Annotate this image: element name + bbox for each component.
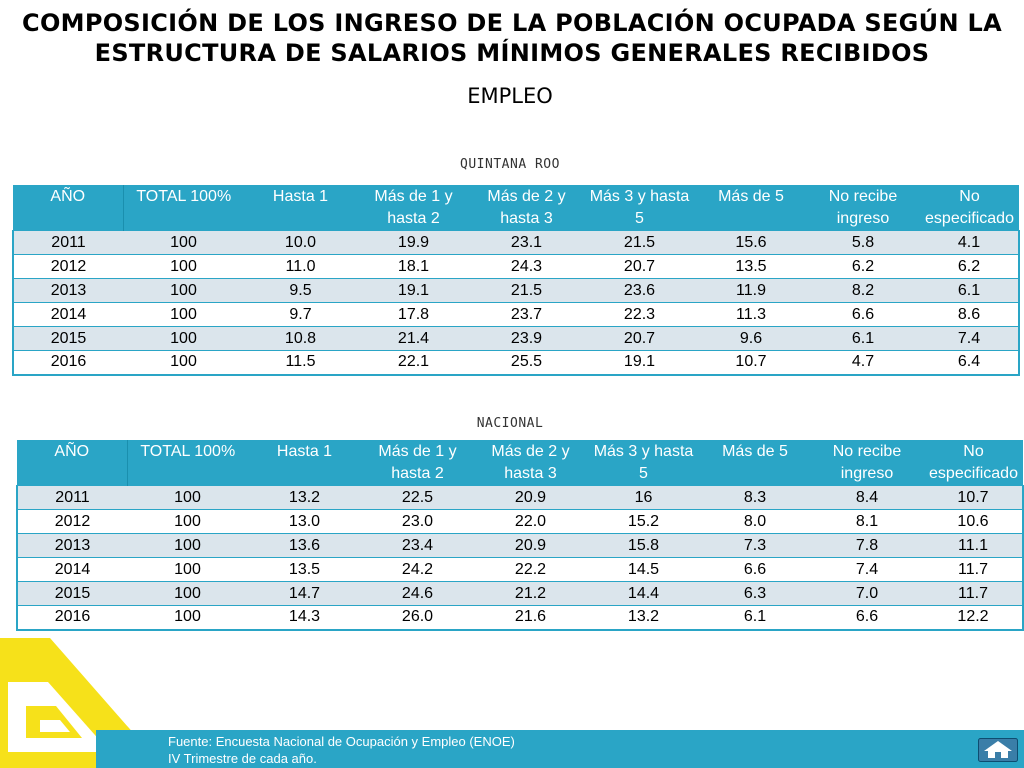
table-caption-nacional: NACIONAL (476, 416, 544, 431)
table-cell: 6.1 (806, 327, 920, 351)
table-cell: 14.7 (248, 582, 361, 606)
table-cell: 4.7 (806, 351, 920, 375)
table-cell: 6.1 (920, 279, 1019, 303)
table-cell: 19.1 (583, 351, 696, 375)
table-cell: 23.0 (361, 510, 474, 534)
table-cell: 13.5 (696, 255, 806, 279)
table-cell: 26.0 (361, 606, 474, 630)
table-cell: 21.5 (470, 279, 583, 303)
table-cell: 9.6 (696, 327, 806, 351)
table-cell: 23.4 (361, 534, 474, 558)
page-subtitle: EMPLEO (467, 84, 553, 108)
table-cell: 22.5 (361, 486, 474, 510)
table-cell: 14.5 (587, 558, 700, 582)
table-quintana-roo (12, 185, 1020, 376)
table-cell: 22.3 (583, 303, 696, 327)
column-header: Más de 2 y hasta 3 (470, 185, 583, 231)
table-cell: 6.1 (700, 606, 810, 630)
table-cell: 13.2 (587, 606, 700, 630)
table-cell: 8.4 (810, 486, 924, 510)
table-cell: 21.2 (474, 582, 587, 606)
table-cell: 100 (127, 558, 248, 582)
page-title (0, 8, 1024, 68)
table-cell: 100 (127, 486, 248, 510)
column-header: Hasta 1 (248, 440, 361, 486)
table-cell: 100 (127, 534, 248, 558)
table-cell: 15.8 (587, 534, 700, 558)
table-cell: 2015 (13, 327, 123, 351)
table-cell: 23.6 (583, 279, 696, 303)
column-header: Más de 2 y hasta 3 (474, 440, 587, 486)
table-cell: 8.1 (810, 510, 924, 534)
table-cell: 2011 (17, 486, 127, 510)
column-header: Más de 1 y hasta 2 (361, 440, 474, 486)
table-cell: 13.6 (248, 534, 361, 558)
table-cell: 11.9 (696, 279, 806, 303)
column-header: Hasta 1 (244, 185, 357, 231)
table-cell: 8.6 (920, 303, 1019, 327)
table-cell: 13.2 (248, 486, 361, 510)
table-cell: 2015 (17, 582, 127, 606)
table-row (13, 327, 1019, 351)
table-cell: 15.2 (587, 510, 700, 534)
column-header: Más 3 y hasta 5 (587, 440, 700, 486)
table-cell: 19.1 (357, 279, 470, 303)
table-cell: 21.6 (474, 606, 587, 630)
table-row (13, 279, 1019, 303)
table-cell: 18.1 (357, 255, 470, 279)
column-header: AÑO (13, 185, 123, 231)
column-header: No especificado (920, 185, 1019, 231)
title-line-2: ESTRUCTURA DE SALARIOS MÍNIMOS GENERALES RECIBIDOS (94, 39, 930, 67)
table-cell: 11.7 (924, 558, 1023, 582)
table-row (13, 231, 1019, 255)
footer-line-2: IV Trimestre de cada año. (168, 751, 317, 766)
table-cell: 11.3 (696, 303, 806, 327)
table-cell: 100 (123, 279, 244, 303)
table-cell: 6.6 (806, 303, 920, 327)
table-cell: 100 (123, 231, 244, 255)
footer-line-1: Fuente: Encuesta Nacional de Ocupación y Empleo (ENOE) (168, 734, 515, 749)
table-cell: 10.6 (924, 510, 1023, 534)
column-header: Más 3 y hasta 5 (583, 185, 696, 231)
table-cell: 9.7 (244, 303, 357, 327)
table-cell: 4.1 (920, 231, 1019, 255)
table-cell: 2013 (17, 534, 127, 558)
table-cell: 8.0 (700, 510, 810, 534)
table-row (17, 582, 1023, 606)
column-header: TOTAL 100% (127, 440, 248, 486)
table-cell: 11.5 (244, 351, 357, 375)
table-cell: 7.4 (810, 558, 924, 582)
table-cell: 11.7 (924, 582, 1023, 606)
table-cell: 7.8 (810, 534, 924, 558)
column-header: Más de 5 (696, 185, 806, 231)
table-cell: 21.5 (583, 231, 696, 255)
table-row (17, 606, 1023, 630)
table-cell: 100 (123, 303, 244, 327)
table-cell: 100 (127, 606, 248, 630)
table-cell: 23.1 (470, 231, 583, 255)
table-row (13, 303, 1019, 327)
table-cell: 22.1 (357, 351, 470, 375)
table-cell: 13.5 (248, 558, 361, 582)
table-cell: 20.9 (474, 486, 587, 510)
table-cell: 22.2 (474, 558, 587, 582)
column-header: No recibe ingreso (806, 185, 920, 231)
table-cell: 22.0 (474, 510, 587, 534)
table-cell: 6.6 (700, 558, 810, 582)
column-header: AÑO (17, 440, 127, 486)
table-cell: 100 (123, 351, 244, 375)
column-header: TOTAL 100% (123, 185, 244, 231)
table-cell: 20.7 (583, 327, 696, 351)
table-cell: 14.3 (248, 606, 361, 630)
table-row (17, 558, 1023, 582)
table-cell: 10.7 (924, 486, 1023, 510)
footer-source (168, 733, 515, 767)
table-cell: 2014 (17, 558, 127, 582)
table-cell: 23.7 (470, 303, 583, 327)
table-cell: 12.2 (924, 606, 1023, 630)
table-cell: 2011 (13, 231, 123, 255)
table-cell: 15.6 (696, 231, 806, 255)
table-cell: 7.4 (920, 327, 1019, 351)
table-cell: 6.2 (806, 255, 920, 279)
table-cell: 7.3 (700, 534, 810, 558)
table-cell: 2012 (17, 510, 127, 534)
table-cell: 10.7 (696, 351, 806, 375)
table-cell: 17.8 (357, 303, 470, 327)
table-cell: 11.0 (244, 255, 357, 279)
table-cell: 21.4 (357, 327, 470, 351)
table-row (17, 486, 1023, 510)
table-cell: 100 (123, 327, 244, 351)
table-cell: 16 (587, 486, 700, 510)
table-cell: 6.4 (920, 351, 1019, 375)
table-cell: 10.0 (244, 231, 357, 255)
table-cell: 6.3 (700, 582, 810, 606)
table-cell: 24.2 (361, 558, 474, 582)
table-cell: 6.2 (920, 255, 1019, 279)
table-header-row (17, 440, 1023, 486)
table-cell: 5.8 (806, 231, 920, 255)
table-cell: 20.9 (474, 534, 587, 558)
column-header: No recibe ingreso (810, 440, 924, 486)
table-cell: 8.3 (700, 486, 810, 510)
table-cell: 9.5 (244, 279, 357, 303)
table-cell: 2014 (13, 303, 123, 327)
table-nacional (16, 440, 1024, 631)
table-header-row (13, 185, 1019, 231)
column-header: No especificado (924, 440, 1023, 486)
table-cell: 13.0 (248, 510, 361, 534)
table-cell: 8.2 (806, 279, 920, 303)
table-cell: 100 (123, 255, 244, 279)
table-cell: 2016 (13, 351, 123, 375)
table-cell: 2012 (13, 255, 123, 279)
home-icon[interactable] (978, 738, 1018, 762)
table-cell: 24.3 (470, 255, 583, 279)
table-cell: 2016 (17, 606, 127, 630)
table-cell: 2013 (13, 279, 123, 303)
title-line-1: COMPOSICIÓN DE LOS INGRESO DE LA POBLACIÓN OCUPADA SEGÚN LA (22, 9, 1002, 37)
table-cell: 100 (127, 510, 248, 534)
table-row (13, 351, 1019, 375)
table-row (17, 510, 1023, 534)
table-cell: 24.6 (361, 582, 474, 606)
table-cell: 25.5 (470, 351, 583, 375)
table-cell: 6.6 (810, 606, 924, 630)
table-cell: 20.7 (583, 255, 696, 279)
table-cell: 10.8 (244, 327, 357, 351)
table-row (17, 534, 1023, 558)
column-header: Más de 1 y hasta 2 (357, 185, 470, 231)
table-row (13, 255, 1019, 279)
table-cell: 23.9 (470, 327, 583, 351)
table-cell: 11.1 (924, 534, 1023, 558)
table-cell: 14.4 (587, 582, 700, 606)
column-header: Más de 5 (700, 440, 810, 486)
table-cell: 19.9 (357, 231, 470, 255)
table-cell: 100 (127, 582, 248, 606)
table-cell: 7.0 (810, 582, 924, 606)
table-caption-quintana-roo: QUINTANA ROO (460, 157, 560, 172)
